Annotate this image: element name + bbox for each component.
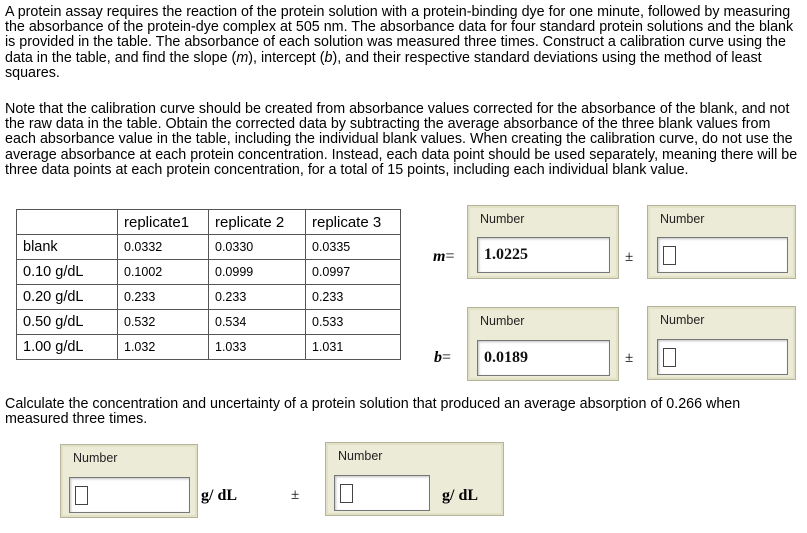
table-cell: 0.0332 [118,235,209,260]
intercept-number-box [467,307,619,381]
table-cell: 1.033 [209,335,306,360]
plus-minus-sign: ± [291,487,300,503]
number-label: Number [338,449,383,463]
table-row-label: 0.50 g/dL [17,310,118,335]
table-row [17,285,401,310]
table-row [17,235,401,260]
table-cell: 0.533 [306,310,401,335]
table-header-row [17,210,401,235]
table-cell: 0.532 [118,310,209,335]
table-header-cell [17,210,118,235]
table-header-cell: replicate 3 [306,210,401,235]
table-cell: 0.233 [306,285,401,310]
concentration-uncertainty-unit: g/ dL [442,487,479,504]
table-cell: 0.534 [209,310,306,335]
concentration-input[interactable] [69,477,190,513]
intercept-uncertainty-input[interactable] [657,339,788,375]
empty-input-cursor-icon [663,246,676,265]
concentration-uncertainty-number-box [325,442,504,516]
slope-label: m= [433,248,455,265]
concentration-uncertainty-input[interactable] [334,475,430,511]
table-cell: 0.0335 [306,235,401,260]
number-label: Number [660,212,705,226]
slope-number-box [467,205,619,279]
table-row-label: 0.10 g/dL [17,260,118,285]
problem-paragraph-instructions: Note that the calibration curve should be created from absorbance values corrected for the absorbance of the blank, and not the raw data in the table. Obtain the corrected data by subtracting the average absorbance of the three blank values from each absorbance value in the table, including the individual blank values. When creating the calibration curve, do not use the average absorbance at each protein concentration. Instead, each data point should be used separately, meaning there will be three data points at each protein concentration, for a total of 15 points, including each individual blank value. [5,101,798,178]
table-cell: 0.1002 [118,260,209,285]
intercept-input[interactable]: 0.0189 [477,340,610,376]
table-cell: 1.032 [118,335,209,360]
table-cell: 0.233 [209,285,306,310]
number-label: Number [480,212,525,226]
table-cell: 0.0999 [209,260,306,285]
number-label: Number [660,313,705,327]
table-row-label: 0.20 g/dL [17,285,118,310]
problem-paragraph-intro: A protein assay requires the reaction of the protein solution with a protein-binding dye for one minute, followed by measuring the absorbance of the protein-dye complex at 505 nm. The absorbance data for four standard protein solutions and the blank is provided in the table. The absorbance of each solution was measured three times. Construct a calibration curve using the data in the table, and find the slope (m), intercept (b), and their respective standard deviations using the method of least squares. [5,4,794,81]
intercept-uncertainty-number-box [647,306,796,380]
table-cell: 0.0330 [209,235,306,260]
slope-uncertainty-number-box [647,205,796,279]
plus-minus-sign: ± [625,350,634,366]
empty-input-cursor-icon [75,486,88,505]
table-cell: 0.0997 [306,260,401,285]
slope-input[interactable]: 1.0225 [477,237,610,273]
table-row [17,260,401,285]
table-row [17,335,401,360]
number-label: Number [480,314,525,328]
intercept-label: b= [434,349,452,366]
table-cell: 1.031 [306,335,401,360]
concentration-number-box [60,444,198,518]
problem-paragraph-question: Calculate the concentration and uncertainty of a protein solution that produced an average absorption of 0.266 when measured three times. [5,396,741,428]
table-row [17,310,401,335]
table-row-label: 1.00 g/dL [17,335,118,360]
number-label: Number [73,451,118,465]
concentration-unit: g/ dL [201,487,238,504]
plus-minus-sign: ± [625,249,634,265]
table-cell: 0.233 [118,285,209,310]
absorbance-data-table [16,209,401,360]
table-header-cell: replicate 2 [209,210,306,235]
table-header-cell: replicate1 [118,210,209,235]
table-row-label: blank [17,235,118,260]
empty-input-cursor-icon [340,484,353,503]
empty-input-cursor-icon [663,348,676,367]
slope-uncertainty-input[interactable] [657,237,788,273]
